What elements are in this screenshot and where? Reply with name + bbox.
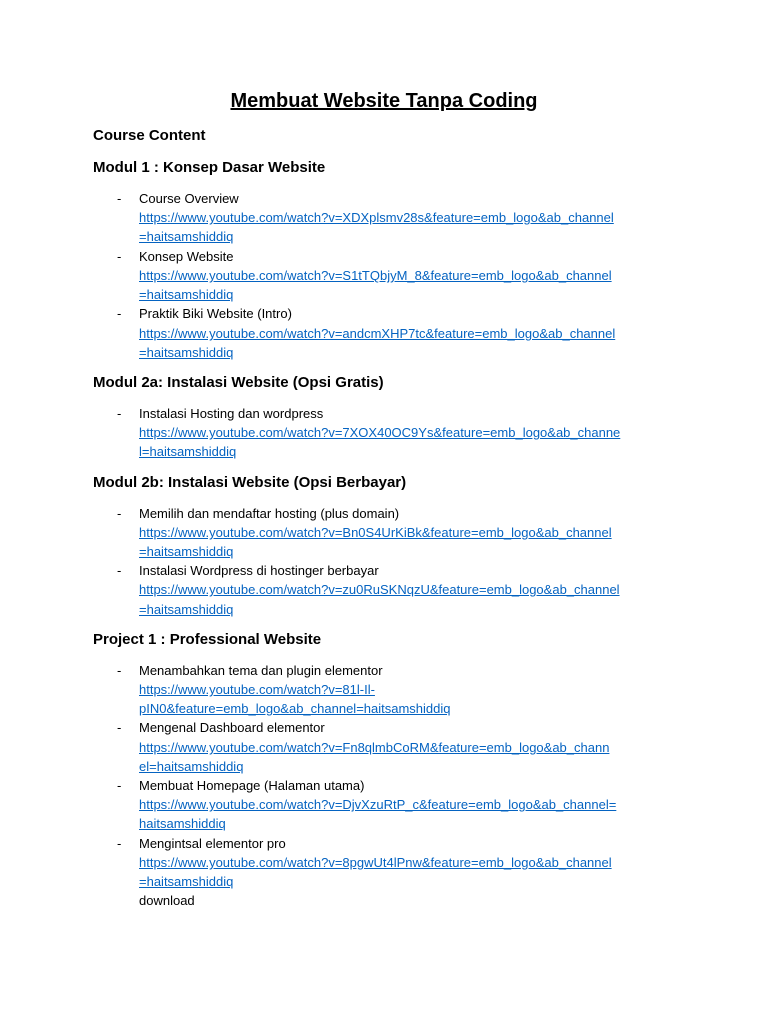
video-link[interactable]: https://www.youtube.com/watch?v=Fn8qlmbCoRM&feature=emb_logo&ab_chann	[139, 740, 610, 755]
bullet-dash: -	[117, 406, 122, 421]
video-link[interactable]: https://www.youtube.com/watch?v=zu0RuSKNqzU&feature=emb_logo&ab_channel	[139, 582, 620, 597]
video-link[interactable]: https://www.youtube.com/watch?v=S1tTQbjyM_8&feature=emb_logo&ab_channel	[139, 268, 612, 283]
item-label: Membuat Homepage (Halaman utama)	[139, 778, 365, 793]
video-link[interactable]: https://www.youtube.com/watch?v=81l-Il-	[139, 682, 375, 697]
bullet-dash: -	[117, 778, 122, 793]
bullet-dash: -	[117, 249, 122, 264]
video-link[interactable]: https://www.youtube.com/watch?v=andcmXHP7tc&feature=emb_logo&ab_channel	[139, 326, 616, 341]
bullet-dash: -	[117, 191, 122, 206]
item-label: Konsep Website	[139, 249, 234, 264]
video-link[interactable]: pIN0&feature=emb_logo&ab_channel=haitsamshiddiq	[139, 701, 451, 716]
video-link[interactable]: https://www.youtube.com/watch?v=7XOX40OC9Ys&feature=emb_logo&ab_channe	[139, 425, 621, 440]
modul2a-heading: Modul 2a: Instalasi Website (Opsi Gratis)	[93, 374, 384, 391]
item-label: Mengenal Dashboard elementor	[139, 720, 325, 735]
video-link[interactable]: el=haitsamshiddiq	[139, 759, 244, 774]
video-link[interactable]: l=haitsamshiddiq	[139, 444, 237, 459]
video-link[interactable]: =haitsamshiddiq	[139, 544, 234, 559]
video-link[interactable]: =haitsamshiddiq	[139, 874, 234, 889]
bullet-dash: -	[117, 563, 122, 578]
item-label: Mengintsal elementor pro	[139, 836, 286, 851]
item-label: Instalasi Hosting dan wordpress	[139, 406, 324, 421]
video-link[interactable]: =haitsamshiddiq	[139, 229, 234, 244]
video-link[interactable]: https://www.youtube.com/watch?v=DjvXzuRtP_c&feature=emb_logo&ab_channel=	[139, 797, 617, 812]
video-link[interactable]: =haitsamshiddiq	[139, 287, 234, 302]
modul1-heading: Modul 1 : Konsep Dasar Website	[93, 159, 326, 176]
bullet-dash: -	[117, 836, 122, 851]
bullet-dash: -	[117, 720, 122, 735]
video-link[interactable]: =haitsamshiddiq	[139, 345, 234, 360]
item-label: Praktik Biki Website (Intro)	[139, 306, 292, 321]
document-title: Membuat Website Tanpa Coding	[230, 90, 538, 112]
modul2b-heading: Modul 2b: Instalasi Website (Opsi Berbayar)	[93, 474, 407, 491]
item-label: Menambahkan tema dan plugin elementor	[139, 663, 383, 678]
item-label: Instalasi Wordpress di hostinger berbayar	[139, 563, 379, 578]
video-link[interactable]: =haitsamshiddiq	[139, 602, 234, 617]
bullet-dash: -	[117, 663, 122, 678]
video-link[interactable]: haitsamshiddiq	[139, 816, 226, 831]
item-label: Course Overview	[139, 191, 239, 206]
bullet-dash: -	[117, 306, 122, 321]
item-label: Memilih dan mendaftar hosting (plus domain)	[139, 506, 400, 521]
video-link[interactable]: https://www.youtube.com/watch?v=8pgwUt4lPnw&feature=emb_logo&ab_channel	[139, 855, 612, 870]
video-link[interactable]: https://www.youtube.com/watch?v=XDXplsmv28s&feature=emb_logo&ab_channel	[139, 210, 614, 225]
download-text: download	[139, 893, 195, 908]
bullet-dash: -	[117, 506, 122, 521]
video-link[interactable]: https://www.youtube.com/watch?v=Bn0S4UrKiBk&feature=emb_logo&ab_channel	[139, 525, 612, 540]
project1-heading: Project 1 : Professional Website	[93, 631, 322, 648]
course-content-heading: Course Content	[93, 127, 206, 144]
